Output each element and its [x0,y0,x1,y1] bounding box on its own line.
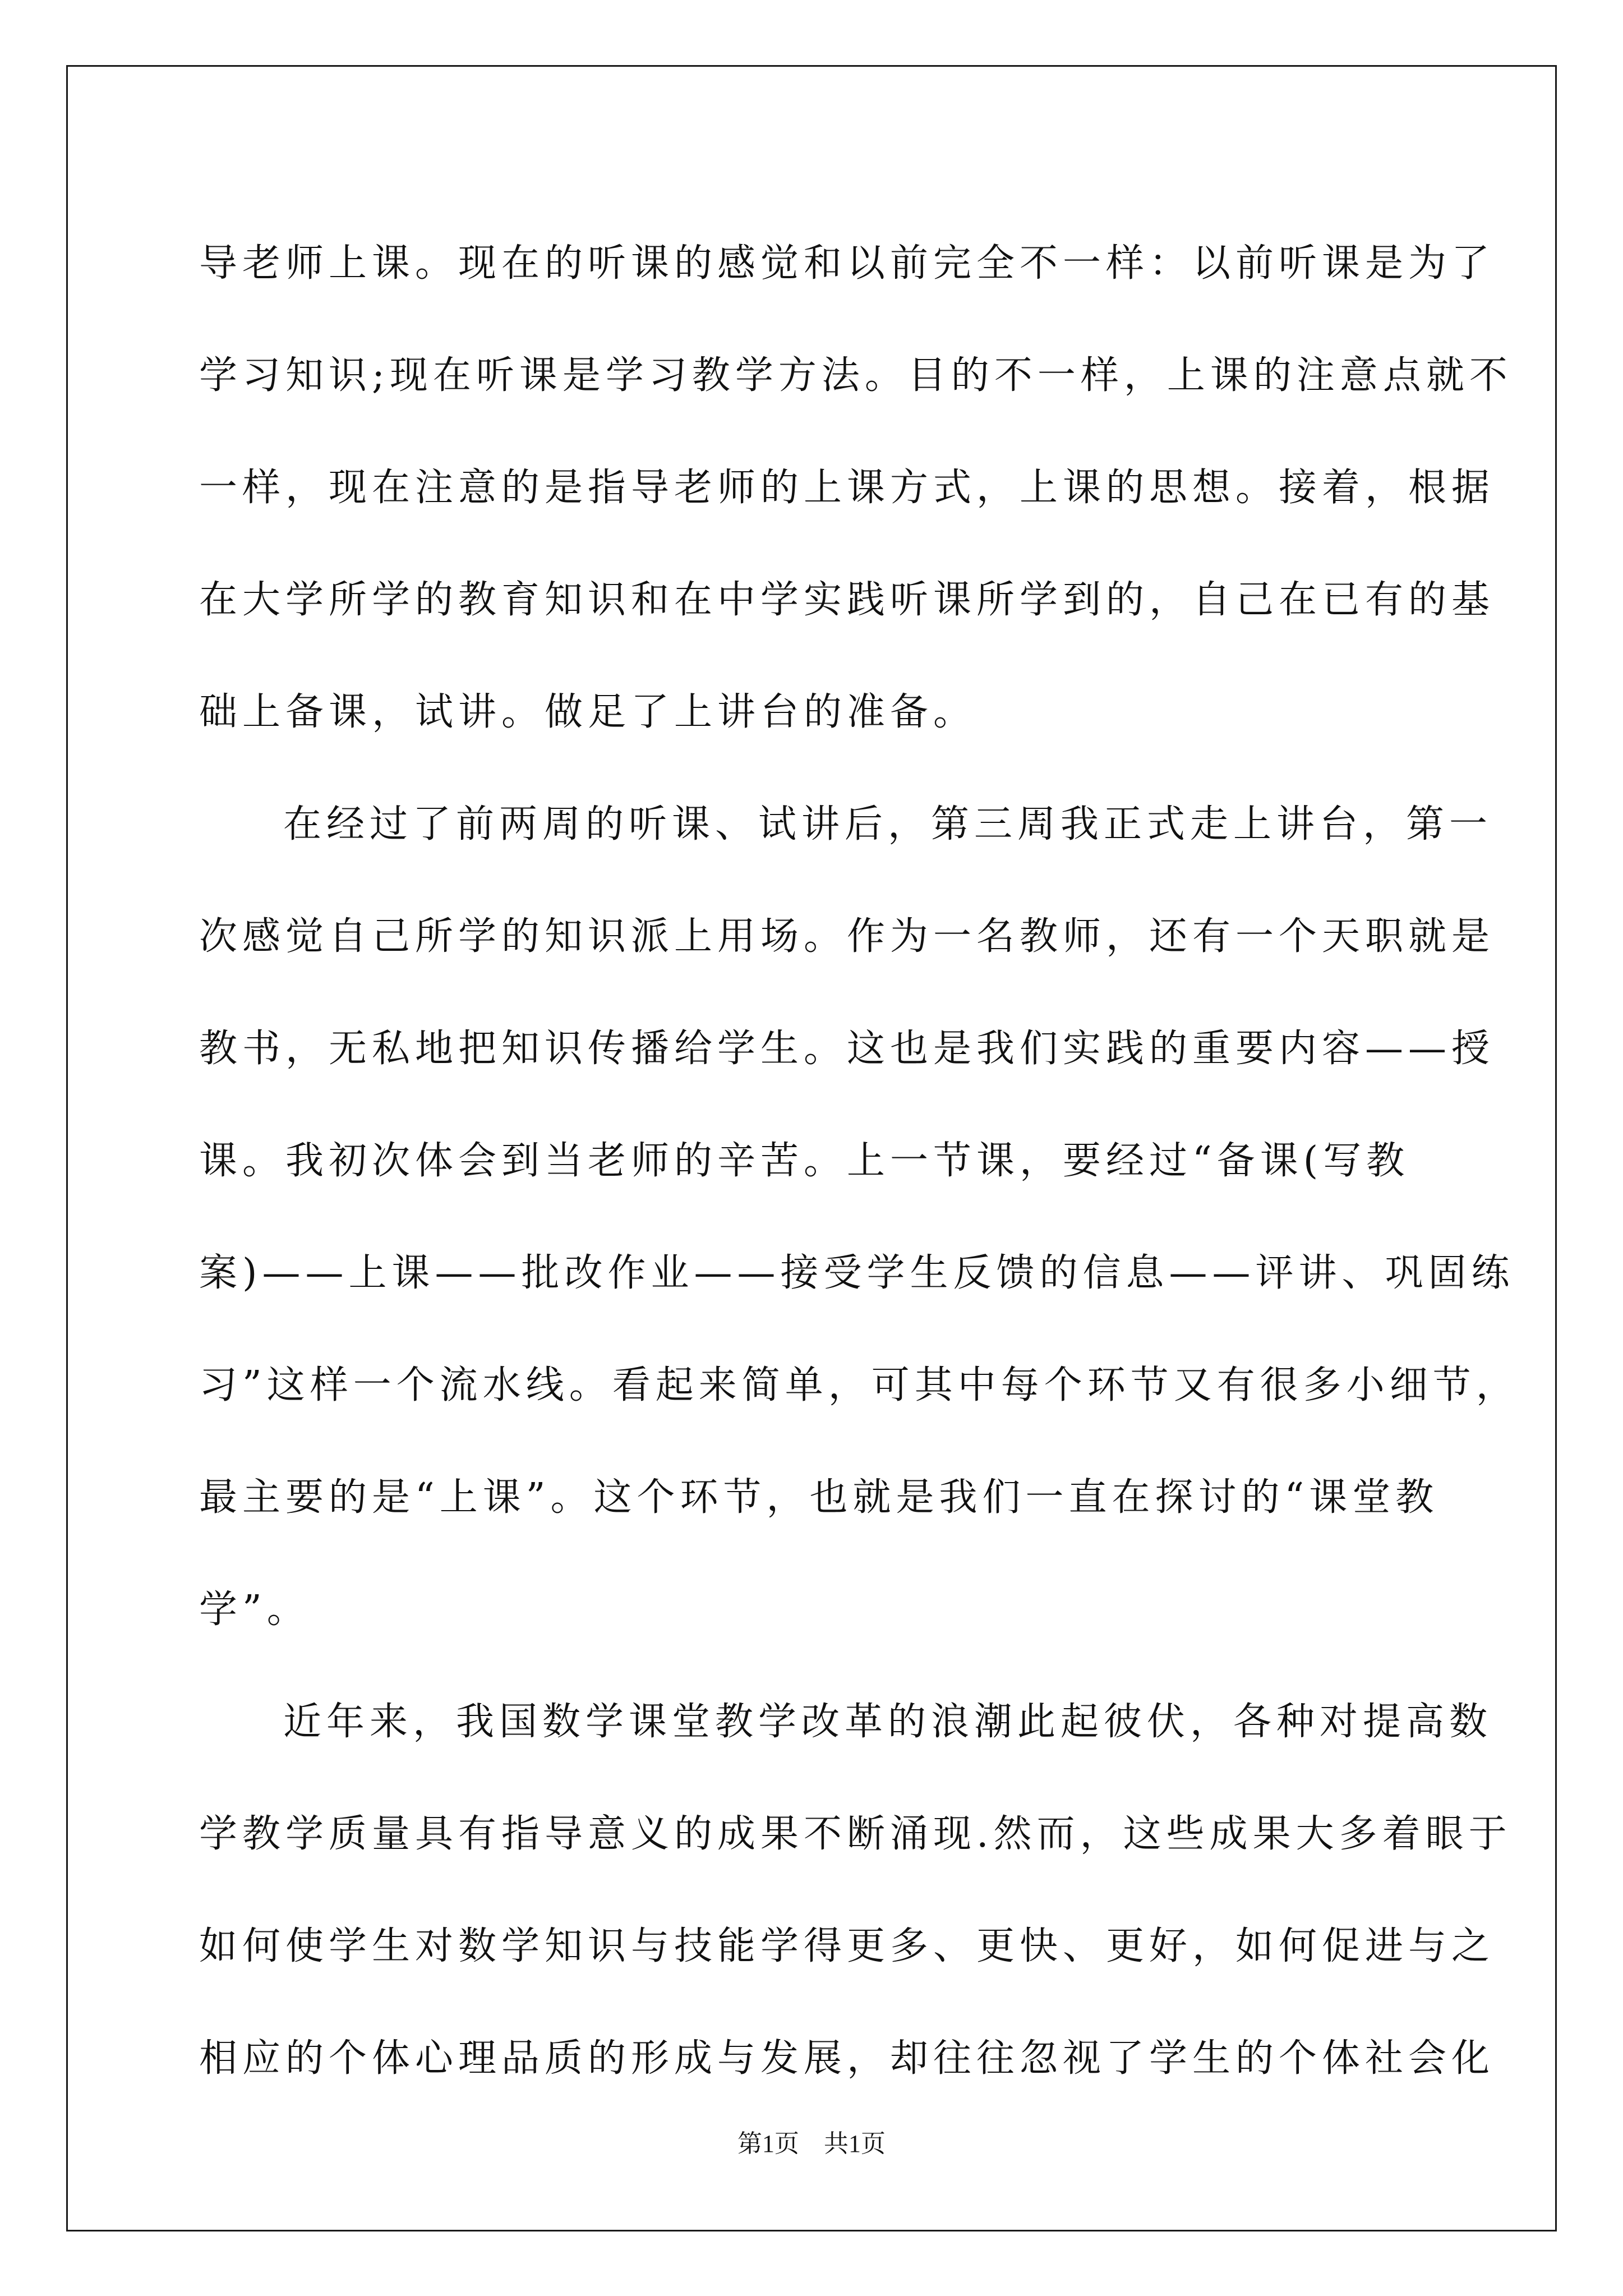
text-line: 近年来，我国数学课堂教学改革的浪潮此起彼伏，各种对提高数 [283,1700,1493,1744]
text-line: 学”。 [199,1588,310,1632]
text-line: 学教学质量具有指导意义的成果不断涌现.然而，这些成果大多着眼于 [199,1812,1512,1856]
text-line: 如何使学生对数学知识与技能学得更多、更快、更好，如何促进与之 [199,1924,1495,1968]
text-line: 在大学所学的教育知识和在中学实践听课所学到的，自己在已有的基 [199,578,1495,622]
text-line: 次感觉自己所学的知识派上用场。作为一名教师，还有一个天职就是 [199,914,1495,959]
text-line: 学习知识;现在听课是学习教学方法。目的不一样，上课的注意点就不 [199,353,1513,398]
text-line: 课。我初次体会到当老师的辛苦。上一节课，要经过“备课(写教 [199,1139,1410,1183]
text-line: 习”这样一个流水线。看起来简单，可其中每个环节又有很多小细节， [199,1363,1519,1407]
document-body [199,208,1519,2115]
text-line: 导老师上课。现在的听课的感觉和以前完全不一样：以前听课是为了 [199,241,1495,286]
text-line: 相应的个体心理品质的形成与发展，却往往忽视了学生的个体社会化 [199,2036,1495,2081]
text-line: 一样，现在注意的是指导老师的上课方式，上课的思想。接着，根据 [199,466,1495,510]
text-line: 教书，无私地把知识传播给学生。这也是我们实践的重要内容——授 [199,1027,1495,1071]
text-line: 最主要的是“上课”。这个环节，也就是我们一直在探讨的“课堂教 [199,1475,1439,1520]
text-line: 在经过了前两周的听课、试讲后，第三周我正式走上讲台，第一 [283,802,1493,846]
text-line: 案)——上课——批改作业——接受学生反馈的信息——评讲、巩固练 [199,1251,1515,1295]
text-line: 础上备课，试讲。做足了上讲台的准备。 [199,690,977,734]
page-footer [0,2127,1623,2161]
page-number: 第1页 共1页 [737,2130,886,2157]
